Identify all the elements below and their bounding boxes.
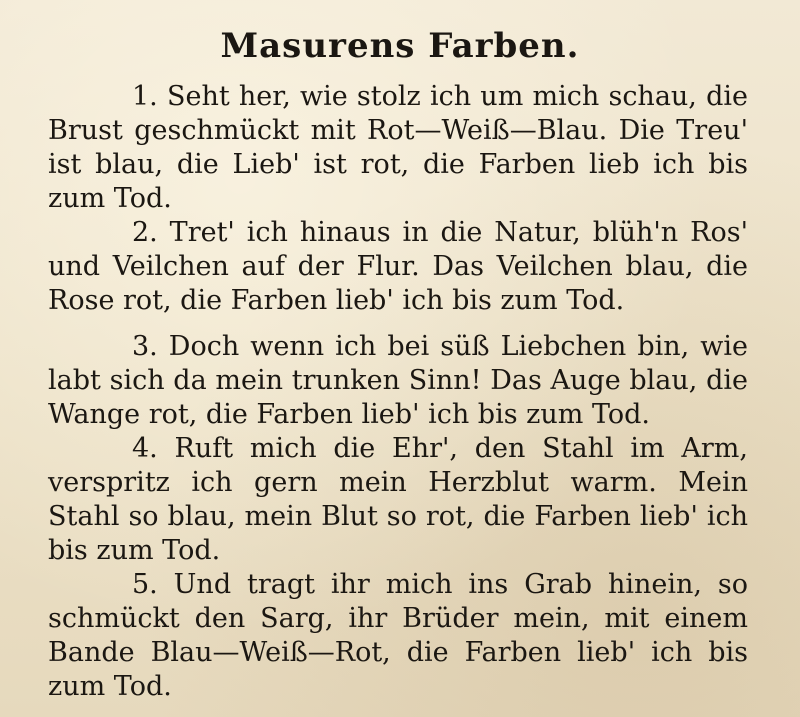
stanza-5: 5. Und tragt ihr mich ins Grab hinein, so schmückt den Sarg, ihr Brüder mein, mit einem Bande Blau—Weiß—Rot, die Farben lieb' ich bis zum Tod. bbox=[48, 569, 748, 702]
stanza-1: 1. Seht her, wie stolz ich um mich schau, die Brust geschmückt mit Rot—Weiß—Blau. Die Treu' ist blau, die Lieb' ist rot, die Farben lieb ich bis zum Tod. bbox=[48, 81, 748, 214]
poem-body bbox=[48, 80, 748, 704]
stanza-2: 2. Tret' ich hinaus in die Natur, blüh'n Ros' und Veilchen auf der Flur. Das Veilchen blau, die Rose rot, die Farben lieb' ich bis zum Tod. bbox=[48, 217, 748, 316]
stanza-4: 4. Ruft mich die Ehr', den Stahl im Arm, verspritz ich gern mein Herzblut warm. Mein Stahl so blau, mein Blut so rot, die Farben lieb' ich bis zum Tod. bbox=[48, 433, 748, 566]
poem-title: Masurens Farben. bbox=[220, 26, 580, 66]
stanza-3: 3. Doch wenn ich bei süß Liebchen bin, wie labt sich da mein trunken Sinn! Das Auge blau, die Wange rot, die Farben lieb' ich bis zum Tod. bbox=[48, 331, 748, 430]
